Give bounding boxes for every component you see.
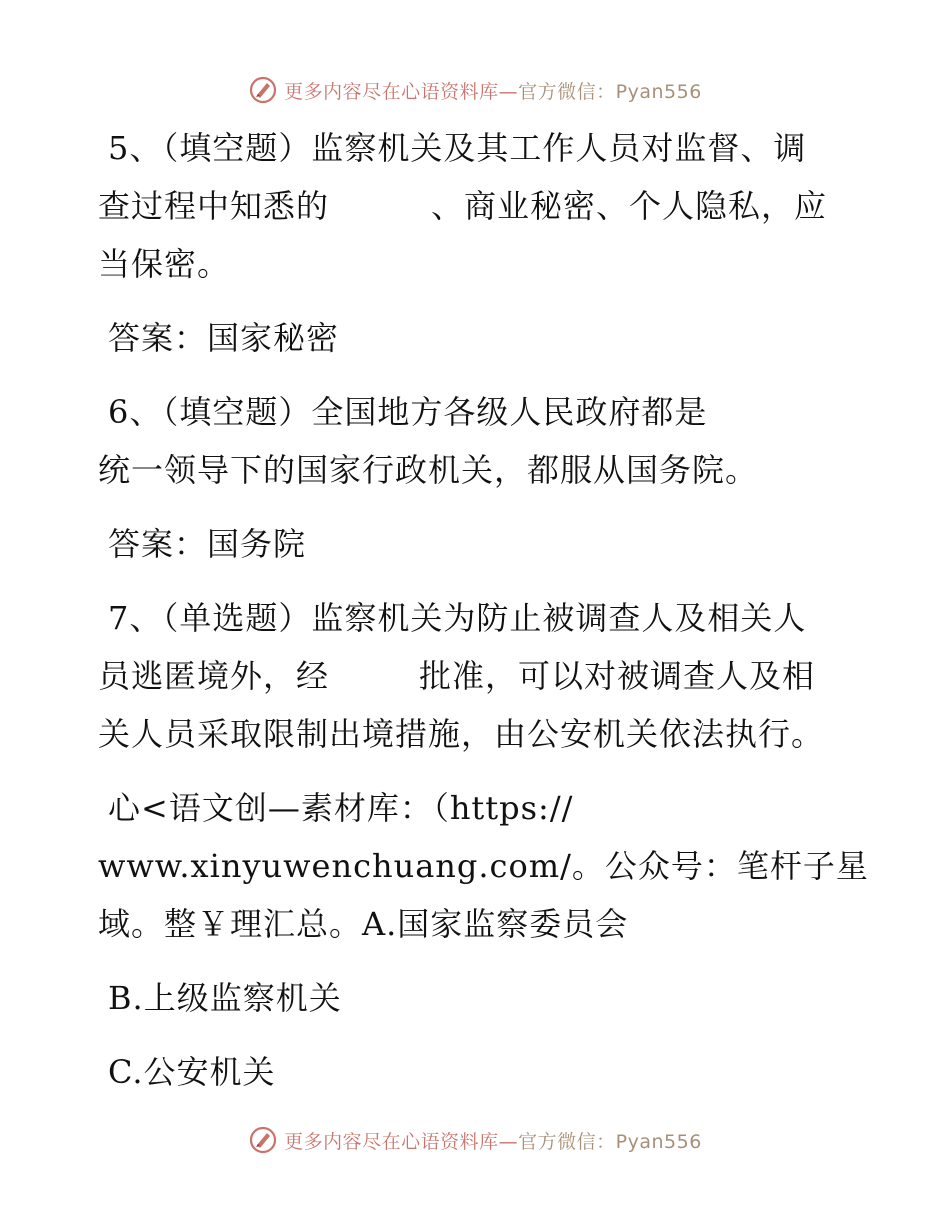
q7-line-3: 关人员采取限制出境措施，由公安机关依法执行。 (98, 715, 825, 753)
q7-line-1: 7、（单选题）监察机关为防止被调查人及相关人 (108, 599, 807, 637)
watermark-footer (0, 1120, 950, 1160)
pen-logo-icon (248, 75, 278, 105)
q7-option-c: C.公安机关 (108, 1053, 276, 1091)
q6-line-1: 6、（填空题）全国地方各级人民政府都是 (108, 393, 708, 431)
watermark-dash: — (498, 1130, 519, 1153)
watermark-wechat: 官方微信：Pyan556 (518, 80, 702, 103)
watermark-title: 更多内容尽在心语资料库 (284, 1130, 499, 1153)
watermark-title: 更多内容尽在心语资料库 (284, 80, 499, 103)
q5-line-3: 当保密。 (98, 245, 231, 283)
q5-answer: 答案：国家秘密 (108, 319, 340, 357)
q7-source-line-3: 域。整￥理汇总。A.国家监察委员会 (98, 905, 629, 943)
q5-line-2-before: 查过程中知悉的 (98, 187, 330, 225)
q7-source-line-2: www.xinyuwenchuang.com/。公众号：笔杆子星 (98, 847, 869, 885)
q7-line-2 (98, 656, 815, 696)
watermark-dash: — (498, 80, 519, 103)
q5-line-2 (98, 186, 827, 226)
q7-source-line-1: 心<语文创—素材库：（https:// (108, 789, 574, 827)
q6-answer: 答案：国务院 (108, 525, 307, 563)
watermark-wechat: 官方微信：Pyan556 (518, 1130, 702, 1153)
q7-option-b: B.上级监察机关 (108, 979, 342, 1017)
q7-line-2-after: 批准，可以对被调查人及相 (419, 657, 816, 695)
q6-line-2: 统一领导下的国家行政机关，都服从国务院。 (98, 451, 759, 489)
q5-line-1: 5、（填空题）监察机关及其工作人员对监督、调 (108, 129, 807, 167)
watermark-header (0, 70, 950, 110)
q5-line-2-after: 、商业秘密、个人隐私，应 (431, 187, 828, 225)
q7-line-2-before: 员逃匿境外，经 (98, 657, 330, 695)
pen-logo-icon (248, 1125, 278, 1155)
